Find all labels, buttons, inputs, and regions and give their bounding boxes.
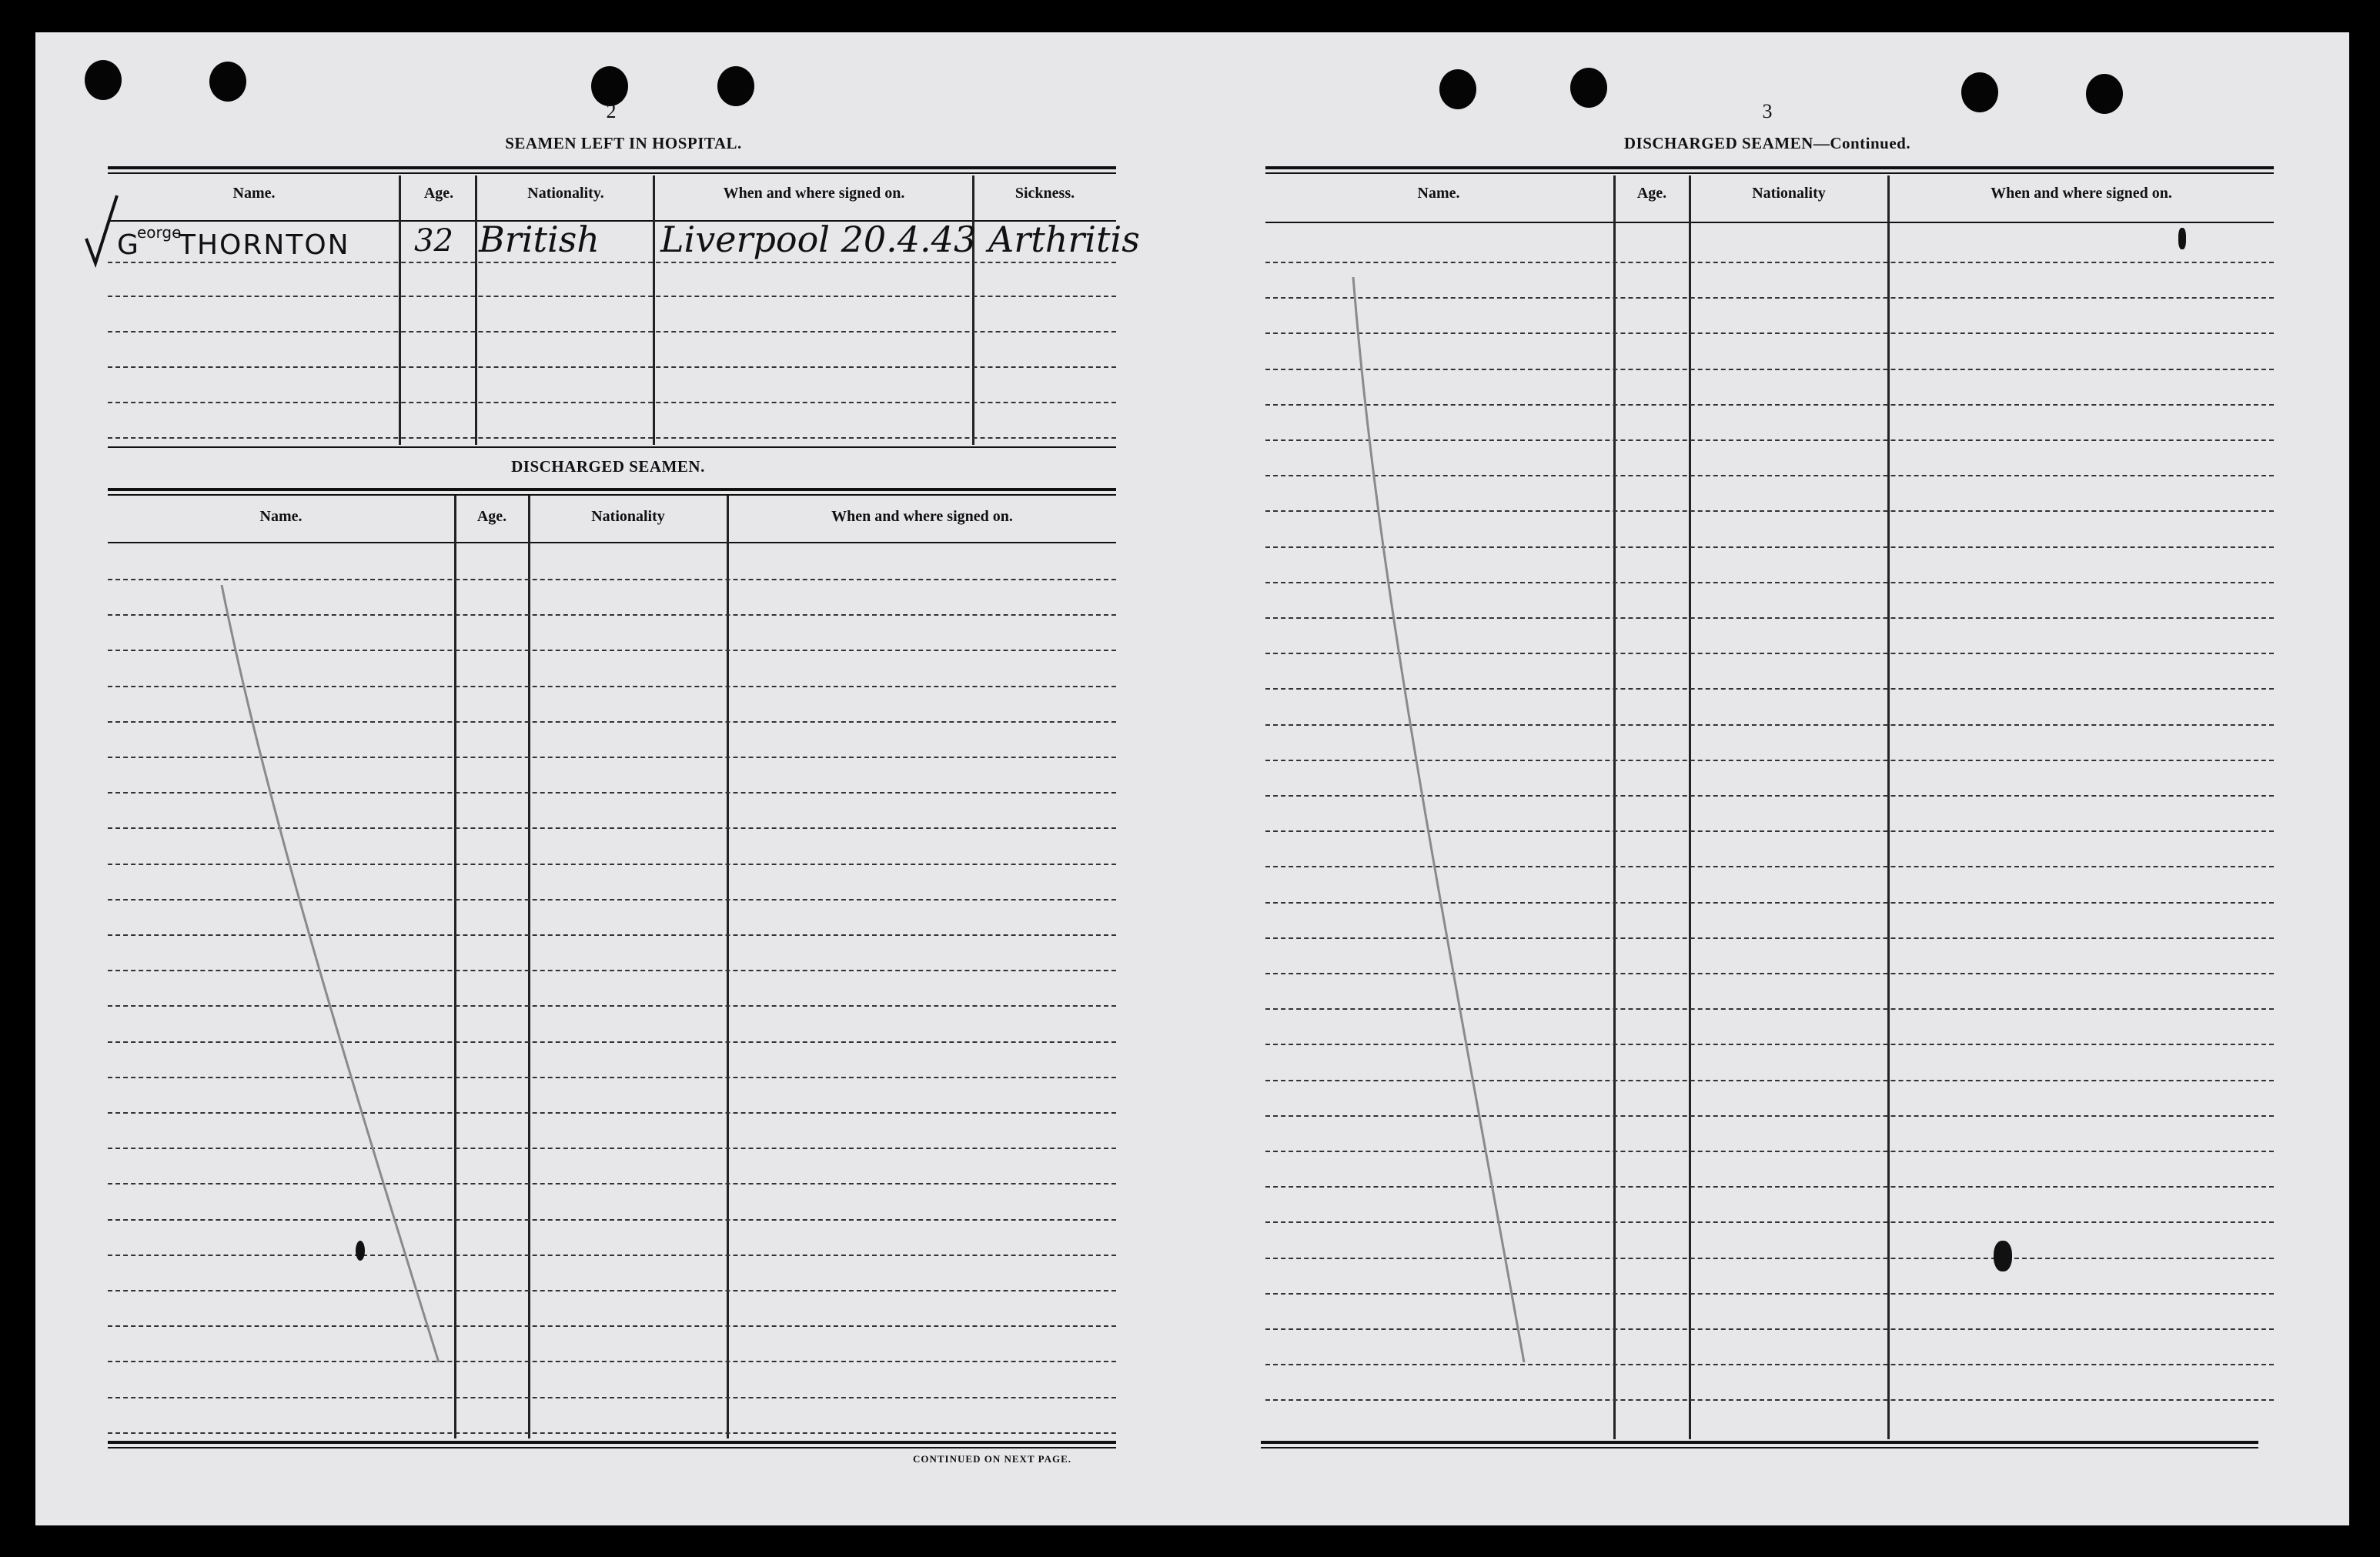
right-header-age: Age.: [1636, 185, 1667, 202]
hospital-header-age: Age.: [423, 185, 454, 202]
hospital-entry-signed-on: Liverpool 20.4.43: [660, 219, 977, 260]
discharged-bottom-rule-thin: [108, 1447, 1116, 1448]
discharged-header-top-rule: [108, 488, 1116, 491]
hospital-entry-nationality: British: [479, 219, 600, 260]
ledger-row-line: [108, 1397, 1116, 1398]
punch-hole: [85, 60, 122, 100]
right-bottom-rule: [1261, 1441, 2258, 1444]
hospital-header-signed-on: When and where signed on.: [723, 185, 905, 202]
discharged-header-name: Name.: [259, 508, 303, 525]
punch-hole: [1439, 69, 1476, 109]
discharged-section-top-rule: [108, 446, 1116, 448]
discharged-header-nationality: Nationality: [591, 508, 665, 525]
discharged-header-signed-on: When and where signed on.: [831, 508, 1013, 525]
right-header-signed-on: When and where signed on.: [1991, 185, 2172, 202]
hospital-header-sickness: Sickness.: [1015, 185, 1075, 202]
right-header-nationality: Nationality: [1752, 185, 1826, 202]
ledger-row-line: [1265, 262, 2274, 263]
punch-hole: [1961, 72, 1998, 112]
page-number-left: 2: [606, 100, 617, 122]
discharged-bottom-rule: [108, 1441, 1116, 1444]
right-column-divider: [1689, 175, 1691, 1439]
right-header-rule: [1265, 222, 2274, 223]
ledger-row-line: [108, 1432, 1116, 1434]
hospital-column-divider: [972, 175, 974, 445]
discharged-header-rule: [108, 542, 1116, 543]
right-top-rule-thin: [1265, 172, 2274, 174]
right-top-rule: [1265, 166, 2274, 169]
ledger-row-line: [108, 579, 1116, 580]
hospital-column-divider: [475, 175, 477, 445]
hospital-entry-name: THORNTON: [179, 229, 350, 261]
ledger-row-line: [1265, 1399, 2274, 1401]
ink-mark: [2178, 228, 2186, 249]
punch-hole: [209, 62, 246, 102]
hospital-top-rule: [108, 166, 1116, 169]
hospital-header-nationality: Nationality.: [527, 185, 604, 202]
right-column-divider: [1613, 175, 1616, 1439]
discharged-header-top-rule-thin: [108, 494, 1116, 496]
hospital-column-divider: [653, 175, 655, 445]
discharged-section-title: DISCHARGED SEAMEN.: [511, 457, 705, 476]
hospital-row-line: [108, 402, 1116, 403]
punch-hole: [717, 66, 754, 106]
hospital-row-line: [108, 296, 1116, 297]
continued-note: CONTINUED ON NEXT PAGE.: [913, 1453, 1071, 1465]
hospital-row-line: [108, 437, 1116, 439]
hospital-entry-name-prefix: G: [117, 229, 140, 261]
ink-blot: [356, 1241, 365, 1261]
discharged-column-divider: [528, 496, 530, 1438]
discharged-header-age: Age.: [476, 508, 507, 525]
hospital-entry-name-superscript: eorge: [137, 223, 182, 242]
punch-hole: [2086, 74, 2123, 114]
right-bottom-rule-thin: [1261, 1447, 2258, 1448]
ink-blot: [1994, 1241, 2012, 1271]
hospital-row-line: [108, 262, 1116, 263]
hospital-row-line: [108, 366, 1116, 368]
tick-mark: [83, 192, 120, 273]
hospital-entry-age: 32: [414, 223, 453, 259]
discharged-column-divider: [727, 496, 729, 1438]
pencil-stroke: [1347, 277, 1547, 1370]
right-section-title: DISCHARGED SEAMEN—Continued.: [1623, 134, 1911, 152]
hospital-column-divider: [399, 175, 401, 445]
hospital-row-line: [108, 331, 1116, 332]
pencil-stroke: [216, 585, 462, 1370]
hospital-entry-sickness: Arthritis: [988, 219, 1140, 260]
punch-hole: [1570, 68, 1607, 108]
hospital-top-rule-thin: [108, 172, 1116, 174]
right-column-divider: [1887, 175, 1890, 1439]
page-number-right: 3: [1762, 100, 1773, 122]
hospital-header-name: Name.: [232, 185, 276, 202]
hospital-section-title: SEAMEN LEFT IN HOSPITAL.: [505, 134, 742, 152]
right-header-name: Name.: [1417, 185, 1460, 202]
